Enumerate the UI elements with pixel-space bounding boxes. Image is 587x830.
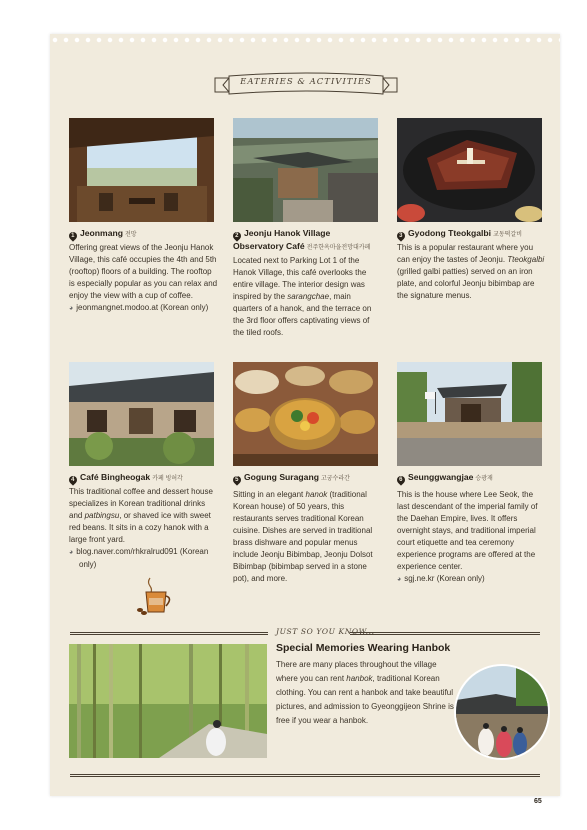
section-banner [213,70,399,100]
place-card-seunggwangjae [397,471,547,586]
place-title [69,227,219,241]
bingheogak-photo [69,362,214,466]
place-korean-name: 승광재 [475,476,493,482]
bottom-rule [70,774,540,777]
place-description: This is a popular restaurant where you can enjoy the tastes of Jeonju. Tteokgalbi (grilled galbi patties) served on an iron plate, and colorful Jeonju bibimbap are the signature menus. [397,243,545,300]
place-korean-name: 전주한옥마을전망대카페 [306,245,371,251]
place-link-text[interactable]: sgj.ne.kr (Korean only) [404,574,485,583]
place-link[interactable] [397,573,547,586]
link-icon: ◕ [69,305,74,312]
place-title [397,227,545,241]
map-pin-icon: 4 [67,474,78,485]
place-name: Jeonju Hanok Village Observatory Café [233,228,331,251]
place-name: Café Bingheogak [80,472,151,482]
map-pin-icon: 5 [231,474,242,485]
place-description: This traditional coffee and dessert house specializes in Korean traditional drinks and patbingsu, or shaved ice with sweet red beans. It sits in a cozy hanok with a large front yard. [69,487,213,544]
tip-body: There are many places throughout the village where you can rent hanbok, traditional Korean clothing. You can rent a hanbok and take beautiful pictures, and admission to Gyeonggijeon Shrine is free if you wear a hanbok. [276,660,454,725]
map-pin-icon: 2 [231,230,242,241]
place-title [397,471,547,485]
place-description: Sitting in an elegant hanok (traditional Korean house) of 50 years, this restaurants serves traditional Korean cuisine. Dishes are served in traditional brass dishware and popular menus include Jeonju Bibimbap, Jeonju Dolsot Bibimbap (bibimbap served in a stone pot), and more. [233,490,373,583]
place-description: Located next to Parking Lot 1 of the Hanok Village, this café overlooks the entire village. The interior design was inspired by the sarangchae, main quarters of a hanok, and the terrace on the 3rd floor offers captivating views of the tiled roofs. [233,256,372,337]
place-name: Jeonmang [80,228,123,238]
observatory-cafe-photo [233,118,378,222]
place-card-jeonmang [69,227,219,315]
page-number: 65 [534,798,542,805]
place-card-bingheogak [69,471,219,571]
torn-edge [50,34,560,44]
place-title [69,471,219,485]
place-card-observatory-cafe [233,227,381,339]
place-link-text[interactable]: jeonmangnet.modoo.at (Korean only) [76,303,209,312]
place-korean-name: 카페 빙허각 [152,476,183,482]
place-description: This is the house where Lee Seok, the last descendant of the imperial family of the Daehan Empire, lives. It offers overnight stays, and traditional imperial court etiquette and tea ceremony experience programs are offered at the experience center. [397,490,538,571]
seunggwangjae-photo [397,362,542,466]
place-korean-name: 교동떡갈비 [493,232,523,238]
place-title [233,471,385,485]
tip-divider [70,628,540,640]
page-paper [50,34,560,796]
jeonmang-photo [69,118,214,222]
place-korean-name: 전망 [124,232,137,238]
banner-title: EATERIES & ACTIVITIES [240,77,372,87]
place-name: Gogung Suragang [244,472,319,482]
place-link[interactable] [69,546,219,571]
tip-label: JUST SO YOU KNOW... [276,627,375,636]
map-pin-icon: 3 [395,230,406,241]
place-name: Gyodong Tteokgalbi [408,228,492,238]
hanbok-circle-photo [454,664,550,760]
map-pin-icon: 1 [67,230,78,241]
place-korean-name: 고궁수라간 [320,476,350,482]
place-name: Seunggwangjae [408,472,474,482]
map-pin-icon: 6 [395,474,406,485]
link-icon: ◕ [69,549,74,556]
place-title [233,227,381,254]
place-card-tteokgalbi [397,227,545,302]
tip-title: Special Memories Wearing Hanbok [276,642,451,654]
link-icon: ◕ [397,576,402,583]
coffee-cup-icon [134,576,174,616]
gogung-suragang-photo [233,362,378,466]
bamboo-hanbok-photo [69,644,267,758]
place-card-gogung-suragang [233,471,385,585]
place-description: Offering great views of the Jeonju Hanok Village, this café occupies the 4th and 5th (rooftop) floors of a building. The rooftop is especially popular as you can relax and enjoy the view with a cup of coffee. [69,243,218,300]
place-link-text[interactable]: blog.naver.com/rhkralrud091 (Korean only) [76,547,209,569]
tteokgalbi-photo [397,118,542,222]
place-link[interactable] [69,302,219,315]
